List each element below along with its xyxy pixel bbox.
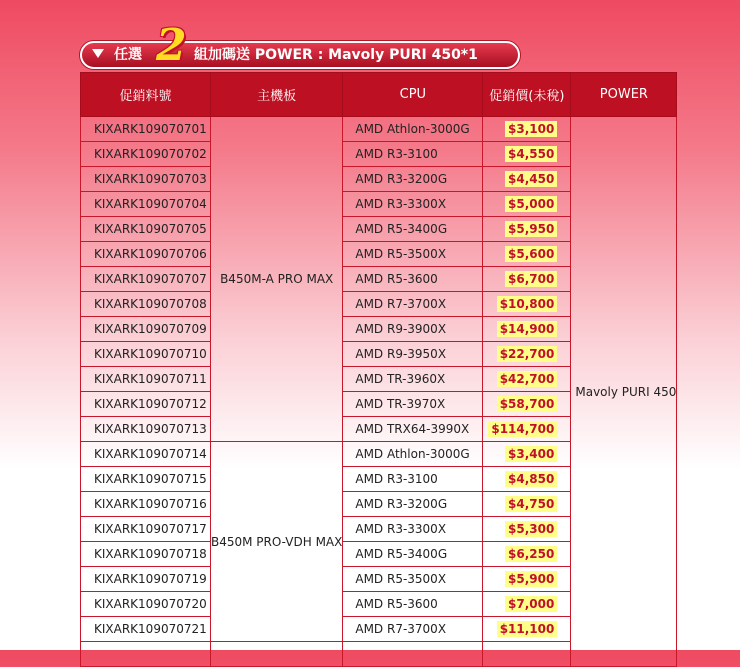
- motherboard-cell: B450M-A PRO MAX: [211, 117, 343, 442]
- promo-code-cell: KIXARK109070702: [81, 142, 211, 167]
- price-value: $6,700: [505, 271, 557, 287]
- price-cell: [483, 392, 571, 417]
- price-value: $4,850: [505, 471, 557, 487]
- promo-code-cell: KIXARK109070712: [81, 392, 211, 417]
- promo-code-cell: KIXARK109070720: [81, 592, 211, 617]
- promo-code-cell: KIXARK109070707: [81, 267, 211, 292]
- price-value: $5,600: [505, 246, 557, 262]
- empty-cell: [483, 642, 571, 667]
- cpu-cell: AMD R7-3700X: [343, 292, 483, 317]
- price-cell: [483, 317, 571, 342]
- cpu-cell: AMD R5-3400G: [343, 542, 483, 567]
- price-value: $114,700: [488, 421, 557, 437]
- promo-code-cell: KIXARK109070705: [81, 217, 211, 242]
- promo-code-cell: KIXARK109070701: [81, 117, 211, 142]
- price-value: $22,700: [497, 346, 558, 362]
- cpu-cell: AMD Athlon-3000G: [343, 117, 483, 142]
- price-cell: [483, 342, 571, 367]
- cpu-cell: AMD R5-3500X: [343, 242, 483, 267]
- price-value: $6,250: [505, 546, 557, 562]
- banner-number: 2: [156, 20, 187, 71]
- price-cell: [483, 117, 571, 142]
- promo-code-cell: KIXARK109070718: [81, 542, 211, 567]
- price-value: $4,550: [505, 146, 557, 162]
- price-cell: [483, 292, 571, 317]
- cpu-cell: AMD R3-3100: [343, 142, 483, 167]
- promo-code-cell: KIXARK109070704: [81, 192, 211, 217]
- header-motherboard: 主機板: [211, 73, 343, 117]
- table-row: [81, 117, 677, 142]
- promo-table: [80, 72, 677, 667]
- price-cell: [483, 592, 571, 617]
- promo-code-cell: KIXARK109070716: [81, 492, 211, 517]
- table-header-row: [81, 73, 677, 117]
- cpu-cell: AMD TRX64-3990X: [343, 417, 483, 442]
- cpu-cell: AMD R3-3100: [343, 467, 483, 492]
- motherboard-cell: B450M PRO-VDH MAX: [211, 442, 343, 642]
- header-power: POWER: [571, 73, 677, 117]
- promo-code-cell: KIXARK109070710: [81, 342, 211, 367]
- price-value: $4,450: [505, 171, 557, 187]
- price-cell: [483, 217, 571, 242]
- price-cell: [483, 517, 571, 542]
- price-value: $42,700: [497, 371, 558, 387]
- cpu-cell: AMD TR-3960X: [343, 367, 483, 392]
- cpu-cell: AMD R5-3600: [343, 267, 483, 292]
- promo-code-cell: KIXARK109070721: [81, 617, 211, 642]
- price-value: $5,900: [505, 571, 557, 587]
- promo-code-cell: KIXARK109070713: [81, 417, 211, 442]
- price-value: $10,800: [497, 296, 558, 312]
- price-cell: [483, 167, 571, 192]
- header-code: 促銷料號: [81, 73, 211, 117]
- price-cell: [483, 442, 571, 467]
- empty-cell: [81, 642, 211, 667]
- cpu-cell: AMD R5-3600: [343, 592, 483, 617]
- price-cell: [483, 367, 571, 392]
- cpu-cell: AMD R3-3300X: [343, 192, 483, 217]
- cpu-cell: AMD R3-3200G: [343, 167, 483, 192]
- promo-code-cell: KIXARK109070719: [81, 567, 211, 592]
- price-value: $14,900: [497, 321, 558, 337]
- header-price: 促銷價(未稅): [483, 73, 571, 117]
- price-value: $5,000: [505, 196, 557, 212]
- price-value: $3,400: [505, 446, 557, 462]
- promo-code-cell: KIXARK109070706: [81, 242, 211, 267]
- promo-code-cell: KIXARK109070703: [81, 167, 211, 192]
- promo-code-cell: KIXARK109070708: [81, 292, 211, 317]
- header-cpu: CPU: [343, 73, 483, 117]
- price-cell: [483, 567, 571, 592]
- price-value: $58,700: [497, 396, 558, 412]
- price-value: $4,750: [505, 496, 557, 512]
- cpu-cell: AMD R7-3700X: [343, 617, 483, 642]
- promo-banner: [80, 41, 520, 69]
- price-cell: [483, 242, 571, 267]
- promo-code-cell: KIXARK109070717: [81, 517, 211, 542]
- price-value: $5,950: [505, 221, 557, 237]
- banner-text: 組加碼送 POWER : Mavoly PURI 450*1: [194, 47, 478, 63]
- promo-code-cell: KIXARK109070709: [81, 317, 211, 342]
- promo-code-cell: KIXARK109070711: [81, 367, 211, 392]
- price-value: $5,300: [505, 521, 557, 537]
- triangle-down-icon: [92, 49, 104, 58]
- empty-cell: [343, 642, 483, 667]
- price-cell: [483, 417, 571, 442]
- price-cell: [483, 617, 571, 642]
- cpu-cell: AMD R3-3300X: [343, 517, 483, 542]
- cpu-cell: AMD R5-3400G: [343, 217, 483, 242]
- price-cell: [483, 267, 571, 292]
- cpu-cell: AMD TR-3970X: [343, 392, 483, 417]
- price-value: $7,000: [505, 596, 557, 612]
- cpu-cell: AMD Athlon-3000G: [343, 442, 483, 467]
- price-cell: [483, 142, 571, 167]
- price-cell: [483, 467, 571, 492]
- promo-code-cell: KIXARK109070715: [81, 467, 211, 492]
- cpu-cell: AMD R3-3200G: [343, 492, 483, 517]
- price-cell: [483, 492, 571, 517]
- cpu-cell: AMD R5-3500X: [343, 567, 483, 592]
- empty-cell: [211, 642, 343, 667]
- price-cell: [483, 192, 571, 217]
- power-cell: Mavoly PURI 450: [571, 117, 677, 667]
- cpu-cell: AMD R9-3900X: [343, 317, 483, 342]
- banner-prefix: 任選: [114, 47, 142, 63]
- price-value: $11,100: [497, 621, 558, 637]
- promo-code-cell: KIXARK109070714: [81, 442, 211, 467]
- price-value: $3,100: [505, 121, 557, 137]
- cpu-cell: AMD R9-3950X: [343, 342, 483, 367]
- price-cell: [483, 542, 571, 567]
